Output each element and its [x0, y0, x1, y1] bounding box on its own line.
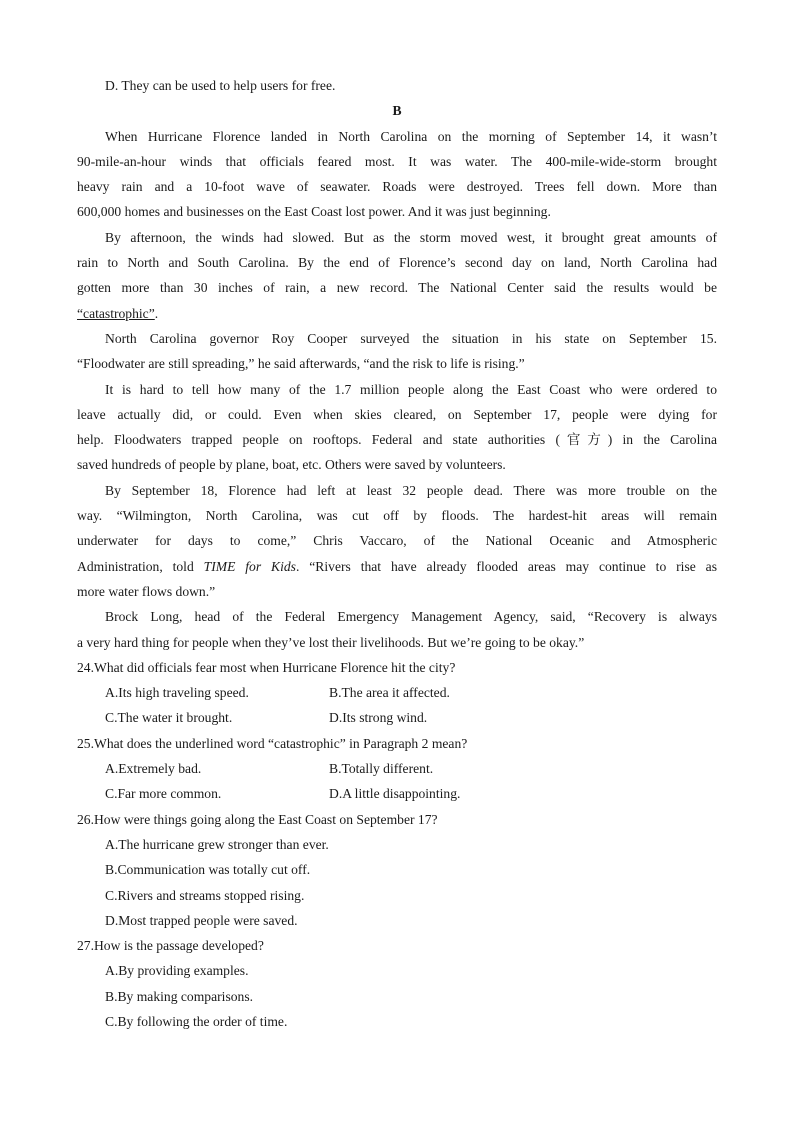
- question-27-option-c: C.By following the order of time.: [105, 1013, 288, 1029]
- paragraph-2-line-1: By afternoon, the winds had slowed. But as the storm moved west, it brought great amounts of: [105, 229, 717, 245]
- prev-question-option-d: D. They can be used to help users for free.: [105, 78, 336, 93]
- question-27-option-a: A.By providing examples.: [105, 963, 249, 979]
- question-25-option-d: D.A little disappointing.: [329, 786, 461, 802]
- question-26-option-a: A.The hurricane grew stronger than ever.: [105, 836, 329, 852]
- paragraph-5-line-4: [77, 554, 717, 579]
- question-26-option-d: D.Most trapped people were saved.: [105, 912, 298, 928]
- paragraph-4-line-1: It is hard to tell how many of the 1.7 million people along the East Coast who were ordered to: [105, 381, 717, 397]
- question-24-stem: 24.What did officials fear most when Hurricane Florence hit the city?: [77, 659, 456, 675]
- paragraph-1-line-4: 600,000 homes and businesses on the East Coast lost power. And it was just beginning.: [77, 204, 551, 220]
- question-24-options-row-1: [77, 680, 717, 705]
- question-24-option-d: D.Its strong wind.: [329, 710, 428, 726]
- question-24-option-c: C.The water it brought.: [105, 710, 233, 726]
- question-26-stem: 26.How were things going along the East Coast on September 17?: [77, 811, 438, 827]
- question-26-option-c: C.Rivers and streams stopped rising.: [105, 887, 305, 903]
- question-27-stem: 27.How is the passage developed?: [77, 938, 264, 954]
- paragraph-2-line-2: rain to North and South Carolina. By the end of Florence’s second day on land, North Carolina had: [77, 255, 717, 271]
- question-24-option-a: A.Its high traveling speed.: [105, 685, 249, 701]
- paragraph-5-line-1: By September 18, Florence had left at least 32 people dead. There was more trouble on the: [105, 482, 717, 498]
- question-25-options-row-1: [77, 756, 717, 781]
- question-24-options-row-2: [77, 705, 717, 730]
- paragraph-1-line-1: When Hurricane Florence landed in North Carolina on the morning of September 14, it wasn’t: [105, 128, 717, 144]
- question-25-stem: 25.What does the underlined word “catastrophic” in Paragraph 2 mean?: [77, 735, 468, 751]
- paragraph-2-line-4: [77, 301, 717, 326]
- paragraph-1-line-2: 90-mile-an-hour winds that officials feared most. It was water. The 400-mile-wide-storm brought: [77, 153, 717, 169]
- paragraph-4-line-4: saved hundreds of people by plane, boat, etc. Others were saved by volunteers.: [77, 457, 506, 473]
- question-24-option-b: B.The area it affected.: [329, 685, 450, 701]
- paragraph-5-line-3: underwater for days to come,” Chris Vaccaro, of the National Oceanic and Atmospheric: [77, 533, 717, 549]
- paragraph-2-line-3: gotten more than 30 inches of rain, a new record. The National Center said the results would be: [77, 280, 717, 296]
- paragraph-6-line-2: a very hard thing for people when they’ve lost their livelihoods. But we’re going to be okay.”: [77, 634, 585, 650]
- document-page: [77, 73, 717, 1034]
- paragraph-4-line-2: leave actually did, or could. Even when skies cleared, on September 17, people were dying for: [77, 406, 717, 422]
- paragraph-5-line-2: way. “Wilmington, North Carolina, was cut off by floods. The hardest-hit areas will remain: [77, 508, 717, 524]
- question-26-option-b: B.Communication was totally cut off.: [105, 862, 311, 878]
- paragraph-3-line-2: “Floodwater are still spreading,” he said afterwards, “and the risk to life is rising.”: [77, 356, 525, 372]
- paragraph-1-line-3: heavy rain and a 10-foot wave of seawater. Roads were destroyed. Trees fell down. More than: [77, 179, 717, 195]
- publication-name: TIME for Kids: [203, 558, 296, 574]
- paragraph-4-line-3: help. Floodwaters trapped people on rooftops. Federal and state authorities (官方) in the Carolina: [77, 432, 717, 448]
- question-25-option-b: B.Totally different.: [329, 761, 434, 777]
- paragraph-5-line-4-pre: Administration, told: [77, 558, 204, 574]
- question-27-option-b: B.By making comparisons.: [105, 988, 254, 1004]
- question-25-options-row-2: [77, 781, 717, 806]
- question-25-option-a: A.Extremely bad.: [105, 761, 202, 777]
- paragraph-5-line-5: more water flows down.”: [77, 583, 216, 599]
- paragraph-3-line-1: North Carolina governor Roy Cooper surveyed the situation in his state on September 15.: [105, 330, 717, 346]
- underlined-word-catastrophic: “catastrophic”: [77, 305, 155, 321]
- paragraph-2-end-punct: .: [154, 305, 159, 321]
- paragraph-6-line-1: Brock Long, head of the Federal Emergency Management Agency, said, “Recovery is always: [105, 609, 717, 625]
- section-label: B: [392, 103, 402, 119]
- question-25-option-c: C.Far more common.: [105, 786, 222, 802]
- paragraph-5-line-4-post: . “Rivers that have already flooded areas may continue to rise as: [295, 558, 717, 574]
